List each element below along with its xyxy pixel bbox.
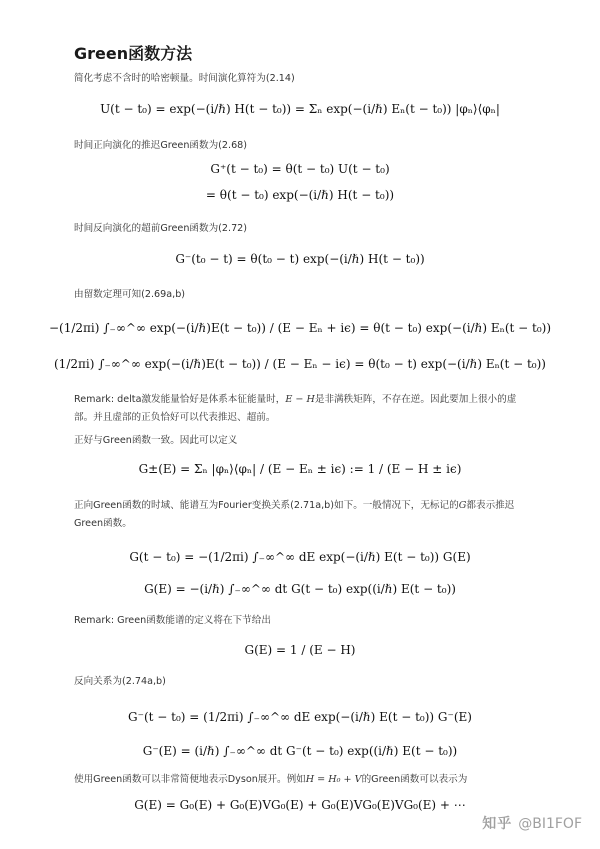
- paragraph-5: Remark: delta激发能量恰好是体系本征能量时，E − H是非满秩矩阵，不存在逆。因此要加上很小的虚部。并且虚部的正负恰好可以代表推迟、超前。: [74, 394, 517, 423]
- paragraph-1: 简化考虑不含时的哈密顿量。时间演化算符为(2.14): [74, 73, 295, 84]
- equation-residue-theorem: −(1/2πi) ∫₋∞^∞ exp(−(i/ℏ)E(t − t₀)) / (E − Eₙ + iϵ) = θ(t − t₀) exp(−(i/ℏ) Eₙ(t − t₀)) (1/2πi) ∫₋∞^∞ exp(−(i/ℏ)E(t − t₀)) / (E − Eₙ − iϵ) = θ(t₀ − t) exp(−(i/ℏ) Eₙ(t − t₀)): [48, 321, 552, 371]
- paragraph-2: 时间正向演化的推迟Green函数为(2.68): [74, 140, 248, 151]
- equation-green-definition: G±(E) = Σₙ |φₙ⟩⟨φₙ| / (E − Eₙ ± iϵ) := 1 / (E − H ± iϵ): [138, 462, 462, 476]
- paragraph-4: 由留数定理可知(2.69a,b): [74, 289, 186, 300]
- equation-green-spectrum: G(E) = 1 / (E − H): [244, 643, 356, 657]
- equation-time-evolution: U(t − t₀) = exp(−(i/ℏ) H(t − t₀)) = Σₙ exp(−(i/ℏ) Eₙ(t − t₀)) |φₙ⟩⟨φₙ|: [100, 102, 500, 116]
- paragraph-7: 正向Green函数的时域、能谱互为Fourier变换关系(2.71a,b)如下。一般情况下，无标记的G都表示推迟Green函数。: [74, 500, 515, 529]
- watermark-handle: @BI1FOF: [518, 816, 582, 832]
- zhihu-logo: 知乎: [482, 816, 513, 832]
- inline-math-e-minus-h: E − H: [285, 394, 315, 405]
- inline-math-g: G: [458, 500, 467, 511]
- paragraph-8: Remark: Green函数能谱的定义将在下节给出: [74, 615, 271, 626]
- paragraph-3: 时间反向演化的超前Green函数为(2.72): [74, 223, 248, 234]
- paragraph-9: 反向关系为(2.74a,b): [74, 676, 166, 687]
- equation-dyson-expansion: G(E) = G₀(E) + G₀(E)VG₀(E) + G₀(E)VG₀(E)VG₀(E) + ⋯: [134, 798, 466, 812]
- page-title: Green函数方法: [74, 44, 193, 63]
- equation-advanced-green: G⁻(t₀ − t) = θ(t₀ − t) exp(−(i/ℏ) H(t − t₀)): [175, 252, 425, 266]
- equation-fourier-pair: G(t − t₀) = −(1/2πi) ∫₋∞^∞ dE exp(−(i/ℏ) E(t − t₀)) G(E) G(E) = −(i/ℏ) ∫₋∞^∞ dt G(t − t₀) exp((i/ℏ) E(t − t₀)): [129, 550, 471, 596]
- watermark: [482, 813, 582, 833]
- paragraph-6: 正好与Green函数一致。因此可以定义: [74, 435, 238, 446]
- equation-retarded-green: G⁺(t − t₀) = θ(t − t₀) U(t − t₀) = θ(t − t₀) exp(−(i/ℏ) H(t − t₀)): [205, 162, 395, 202]
- inline-math-h-decomposition: H = H₀ + V: [305, 774, 362, 785]
- paragraph-10: 使用Green函数可以非常简便地表示Dyson展开。例如H = H₀ + V的Green函数可以表示为: [74, 774, 468, 785]
- equation-reverse-relation: G⁻(t − t₀) = (1/2πi) ∫₋∞^∞ dE exp(−(i/ℏ) E(t − t₀)) G⁻(E) G⁻(E) = (i/ℏ) ∫₋∞^∞ dt G⁻(t − t₀) exp((i/ℏ) E(t − t₀)): [128, 710, 472, 758]
